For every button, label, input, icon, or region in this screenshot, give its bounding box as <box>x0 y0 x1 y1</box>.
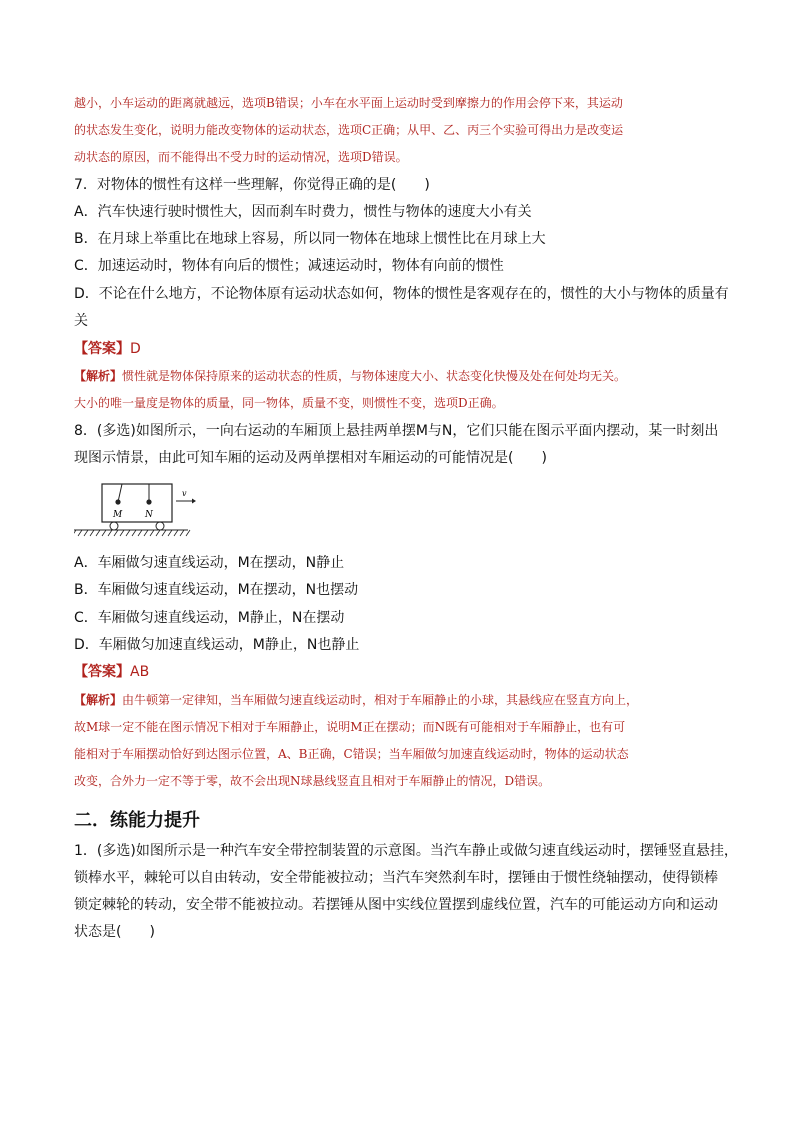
question-8-option-b: B．车厢做匀速直线运动，M在摆动，N也摆动 <box>74 582 359 598</box>
answer-value: D <box>130 341 141 357</box>
question-7-answer <box>74 336 141 363</box>
pendulum-m-bob <box>115 499 120 504</box>
intro-explanation-line: 动状态的原因，而不能得出不受力时的运动情况，选项D错误。 <box>74 150 408 164</box>
wheel-right <box>156 522 164 530</box>
velocity-arrow-head <box>192 499 196 504</box>
label-n: N <box>145 510 153 520</box>
question-8-analysis-line: 故M球一定不能在图示情况下相对于车厢静止，说明M正在摆动；而N既有可能相对于车厢静止，也有可 <box>74 720 626 734</box>
question-7-option-a: A．汽车快速行驶时惯性大，因而刹车时费力，惯性与物体的速度大小有关 <box>74 204 532 220</box>
problem-1-stem: 状态是( ) <box>74 924 155 940</box>
answer-label: 【答案】 <box>74 664 130 680</box>
carriage-pendulum-figure <box>74 480 204 546</box>
question-8-stem: 现图示情景，由此可知车厢的运动及两单摆相对车厢运动的可能情况是( ) <box>74 450 547 466</box>
figure-svg <box>74 480 204 542</box>
problem-1-stem: 锁棒水平，棘轮可以自由转动，安全带能被拉动；当汽车突然刹车时，摆锤由于惯性绕轴摆动，使得锁棒 <box>74 870 718 886</box>
intro-explanation-line: 越小，小车运动的距离就越远，选项B错误；小车在水平面上运动时受到摩擦力的作用会停下来，其运动 <box>74 96 623 110</box>
section-title: 二．练能力提升 <box>74 810 200 831</box>
analysis-text: 惯性就是物体保持原来的运动状态的性质，与物体速度大小、状态变化快慢及处在何处均无关。 <box>122 369 627 383</box>
question-7-option-d: D．不论在什么地方，不论物体原有运动状态如何，物体的惯性是客观存在的，惯性的大小与物体的质量有 <box>74 286 729 302</box>
question-8-analysis-line: 能相对于车厢摆动恰好到达图示位置，A、B正确，C错误；当车厢做匀加速直线运动时，物体的运动状态 <box>74 747 629 761</box>
question-7-stem: 7．对物体的惯性有这样一些理解，你觉得正确的是( ) <box>74 177 430 193</box>
question-8-option-d: D．车厢做匀加速直线运动，M静止，N也静止 <box>74 637 360 653</box>
question-8-answer <box>74 659 149 686</box>
analysis-label: 【解析】 <box>74 693 123 707</box>
intro-explanation-line: 的状态发生变化，说明力能改变物体的运动状态，选项C正确；从甲、乙、丙三个实验可得出力是改变运 <box>74 123 624 137</box>
question-7-analysis-line: 大小的唯一量度是物体的质量，同一物体，质量不变，则惯性不变，选项D正确。 <box>74 396 504 410</box>
pendulum-n-bob <box>146 499 151 504</box>
label-m: M <box>113 510 123 520</box>
wheel-left <box>110 522 118 530</box>
question-7-option-c: C．加速运动时，物体有向后的惯性；减速运动时，物体有向前的惯性 <box>74 258 504 274</box>
problem-1-stem: 1．(多选)如图所示是一种汽车安全带控制装置的示意图。当汽车静止或做匀速直线运动时，摆锤竖直悬挂， <box>74 843 738 859</box>
question-7-option-b: B．在月球上举重比在地球上容易，所以同一物体在地球上惯性比在月球上大 <box>74 231 546 247</box>
problem-1-stem: 锁定棘轮的转动，安全带不能被拉动。若摆锤从图中实线位置摆到虚线位置，汽车的可能运动方向和运动 <box>74 897 718 913</box>
analysis-text: 由牛顿第一定律知，当车厢做匀速直线运动时，相对于车厢静止的小球，其悬线应在竖直方向上， <box>122 693 639 707</box>
ground-hatching <box>74 530 190 536</box>
answer-value: AB <box>130 664 150 680</box>
question-8-stem: 8．(多选)如图所示，一向右运动的车厢顶上悬挂两单摆M与N，它们只能在图示平面内摆动，某一时刻出 <box>74 423 719 439</box>
pendulum-m-string <box>118 484 122 502</box>
question-8-option-c: C．车厢做匀速直线运动，M静止，N在摆动 <box>74 610 345 626</box>
label-v: v <box>182 489 187 498</box>
answer-label: 【答案】 <box>74 341 130 357</box>
question-8-analysis <box>74 687 638 714</box>
question-8-analysis-line: 改变，合外力一定不等于零，故不会出现N球悬线竖直且相对于车厢静止的情况，D错误。 <box>74 774 551 788</box>
question-7-option-d-cont: 关 <box>74 313 88 329</box>
question-8-option-a: A．车厢做匀速直线运动，M在摆动，N静止 <box>74 555 345 571</box>
question-7-analysis <box>74 363 626 390</box>
analysis-label: 【解析】 <box>74 369 123 383</box>
